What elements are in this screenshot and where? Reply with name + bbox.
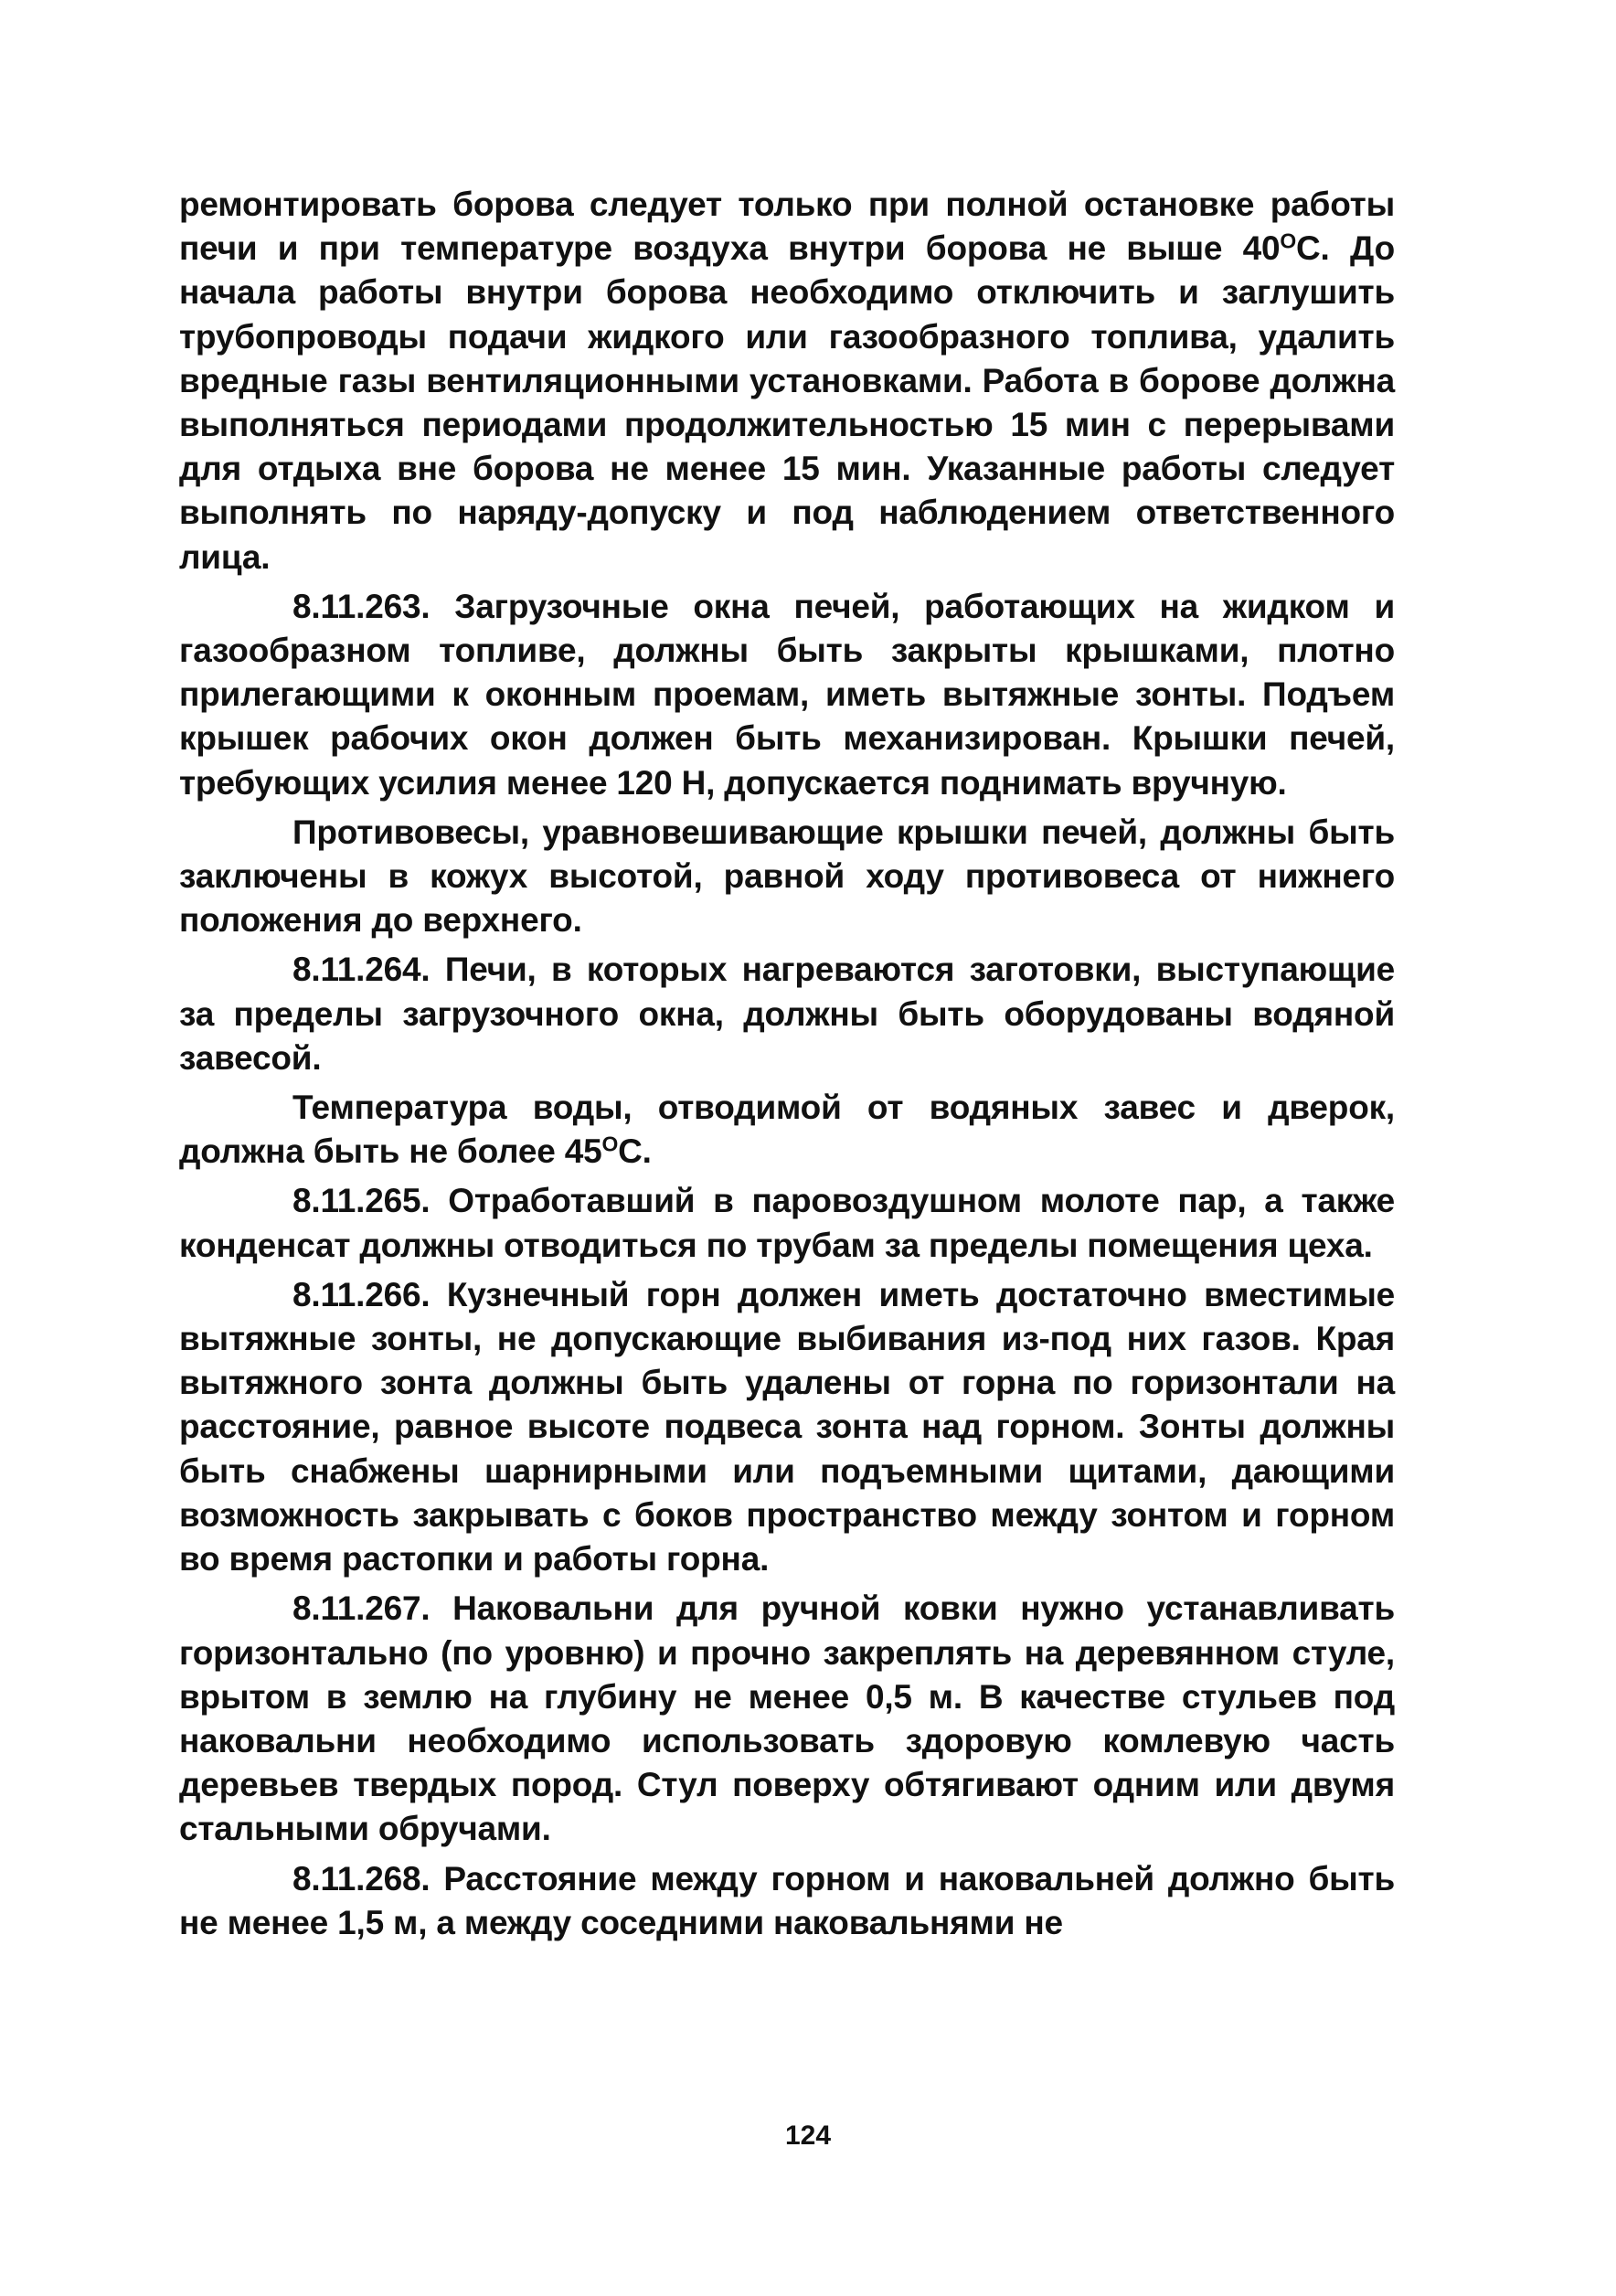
paragraph-8-11-267: 8.11.267. Наковальни для ручной ковки нужно устанавливать горизонтально (по уровню) и прочно закреплять на деревянном стуле, врытом в землю на глубину не менее 0,5 м. В качестве стульев под наковальни необходимо использовать здоровую комлевую часть деревьев твердых пород. Стул поверху обтягивают одним или двумя стальными обручами. [179,1589,1395,1848]
paragraph-8-11-268: 8.11.268. Расстояние между горном и наковальней должно быть не менее 1,5 м, а между соседними наковальнями не [179,1859,1395,1941]
paragraph-counterweights: Противовесы, уравновешивающие крышки печей, должны быть заключены в кожух высотой, равной ходу противовеса от нижнего положения до верхнего. [179,813,1395,940]
body-text [179,183,1395,1951]
page-number: 124 [784,2121,832,2151]
paragraph-8-11-264: 8.11.264. Печи, в которых нагреваются заготовки, выступающие за пределы загрузочного окна, должны быть оборудованы водяной завесой. [179,951,1395,1077]
degree-superscript: О [601,1132,619,1156]
paragraph-boroва-continuation: ремонтировать борова следует только при полной остановке работы печи и при температуре воздуха внутри борова не выше $40^ОС$. До начала работы внутри борова необходимо отключить и заглушить трубопроводы подачи жидкого или газообразного топлива, удалить вредные газы вентиляционными установками. Работа в борове должна выполняться периодами продолжительностью 15 мин с перерывами для отдыха вне борова не менее 15 мин. Указанные работы следует выполнять по наряду-допуску и под наблюдением ответственного лица. [179,186,1395,576]
paragraph-8-11-263: 8.11.263. Загрузочные окна печей, работающих на жидком и газообразном топливе, должны быть закрыты крышками, плотно прилегающими к оконным проемам, иметь вытяжные зонты. Подъем крышек рабочих окон должен быть механизирован. Крышки печей, требующих усилия менее 120 Н, допускается поднимать вручную. [179,587,1395,802]
degree-superscript: О [1280,229,1297,253]
paragraph-8-11-265: 8.11.265. Отработавший в паровоздушном молоте пар, а также конденсат должны отводиться по трубам за пределы помещения цеха. [179,1182,1395,1264]
paragraph-water-temperature: Температура воды, отводимой от водяных завес и дверок, должна быть не более $45^ОС$. [179,1089,1395,1171]
paragraph-8-11-266: 8.11.266. Кузнечный горн должен иметь достаточно вместимые вытяжные зонты, не допускающие выбивания из-под них газов. Края вытяжного зонта должны быть удалены от горна по горизонтали на расстояние, равное высоте подвеса зонта над горном. Зонты должны быть снабжены шарнирными или подъемными щитами, дающими возможность закрывать с боков пространство между зонтом и горном во время растопки и работы горна. [179,1275,1395,1578]
